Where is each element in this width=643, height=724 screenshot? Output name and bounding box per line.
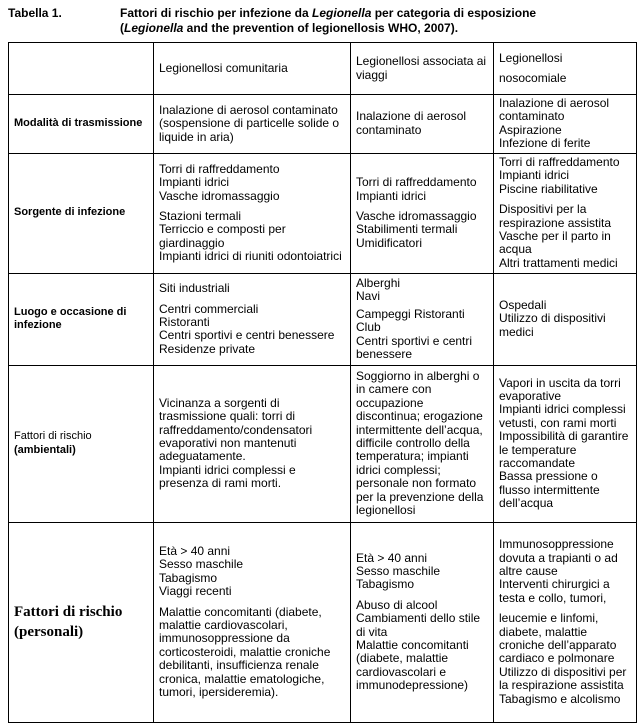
cell-community-source: Torri di raffreddamento Impianti idrici Vasche idromassaggio Stazioni termali Terriccio e composti per giardinaggio Impianti idrici di riuniti odontoiatrici xyxy=(154,153,351,273)
table-row xyxy=(9,95,637,154)
cell-travel-transmission: Inalazione di aerosol contaminato xyxy=(351,95,494,154)
cell-nosocomial-source: Torri di raffreddamento Impianti idrici Piscine riabilitative Dispositivi per la respirazione assistita Vasche per il parto in acqua Altri trattamenti medici xyxy=(494,153,637,273)
cell-nosocomial-place: Ospedali Utilizzo di dispositivi medici xyxy=(494,273,637,365)
row-label-environmental: Fattori di rischio (ambientali) xyxy=(9,365,154,522)
table-row xyxy=(9,273,637,365)
row-label-personal: Fattori di rischio (personali) xyxy=(9,522,154,722)
row-label-transmission: Modalità di trasmissione xyxy=(9,95,154,154)
cell-nosocomial-transmission: Inalazione di aerosol contaminato Aspirazione Infezione di ferite xyxy=(494,95,637,154)
caption-label: Tabella 1. xyxy=(8,6,62,20)
row-label-source: Sorgente di infezione xyxy=(9,153,154,273)
caption-title-line-2: (Legionella and the prevention of legionellosis WHO, 2007). xyxy=(120,21,459,35)
header-empty-cell xyxy=(9,43,154,95)
row-label-place: Luogo e occasione di infezione xyxy=(9,273,154,365)
header-nosocomial: Legionellosi nosocomiale xyxy=(494,43,637,95)
cell-community-transmission: Inalazione di aerosol contaminato (sospensione di particelle solide o liquide in aria) xyxy=(154,95,351,154)
cell-community-place: Siti industriali Centri commerciali Ristoranti Centri sportivi e centri benessere Residenze private xyxy=(154,273,351,365)
table-header-row xyxy=(9,43,637,95)
cell-travel-place: Alberghi Navi Campeggi Ristoranti Club Centri sportivi e centri benessere xyxy=(351,273,494,365)
cell-community-environmental: Vicinanza a sorgenti di trasmissione quali: torri di raffreddamento/condensatori evaporativi non mantenuti adeguatamente. Impianti idrici complessi e presenza di rami morti. xyxy=(154,365,351,522)
caption-title-line-1: Fattori di rischio per infezione da Legionella per categoria di esposizione xyxy=(120,6,537,20)
header-community: Legionellosi comunitaria xyxy=(154,43,351,95)
cell-travel-source: Torri di raffreddamento Impianti idrici Vasche idromassaggio Stabilimenti termali Umidificatori xyxy=(351,153,494,273)
cell-travel-environmental: Soggiorno in alberghi o in camere con occupazione discontinua; erogazione intermittente dell’acqua, difficile controllo della temperatura; impianti idrici complessi; personale non formato per la prevenzione della legionellosi xyxy=(351,365,494,522)
cell-nosocomial-personal: Immunosoppressione dovuta a trapianti o ad altre cause Interventi chirurgici a testa e collo, tumori, leucemie e linfomi, diabete, malattie croniche dell’apparato cardiaco e polmonare Utilizzo di dispositivi per la respirazione assistita Tabagismo e alcolismo xyxy=(494,522,637,722)
risk-factor-table xyxy=(8,42,637,723)
table-caption xyxy=(8,6,638,40)
table-row xyxy=(9,153,637,273)
cell-nosocomial-environmental: Vapori in uscita da torri evaporative Impianti idrici complessi vetusti, con rami morti Impossibilità di garantire le temperature raccomandate Bassa pressione o flusso intermittente dell’acqua xyxy=(494,365,637,522)
cell-travel-personal: Età > 40 anni Sesso maschile Tabagismo Abuso di alcool Cambiamenti dello stile di vita Malattie concomitanti (diabete, malattie cardiovascolari e immunodepressione) xyxy=(351,522,494,722)
cell-community-personal: Età > 40 anni Sesso maschile Tabagismo Viaggi recenti Malattie concomitanti (diabete, malattie cardiovascolari, immunosoppressione da corticosteroidi, malattie croniche debilitanti, insufficienza renale cronica, malattie ematologiche, tumori, ipersideremia). xyxy=(154,522,351,722)
table-row xyxy=(9,522,637,722)
table-row xyxy=(9,365,637,522)
header-travel: Legionellosi associata ai viaggi xyxy=(351,43,494,95)
